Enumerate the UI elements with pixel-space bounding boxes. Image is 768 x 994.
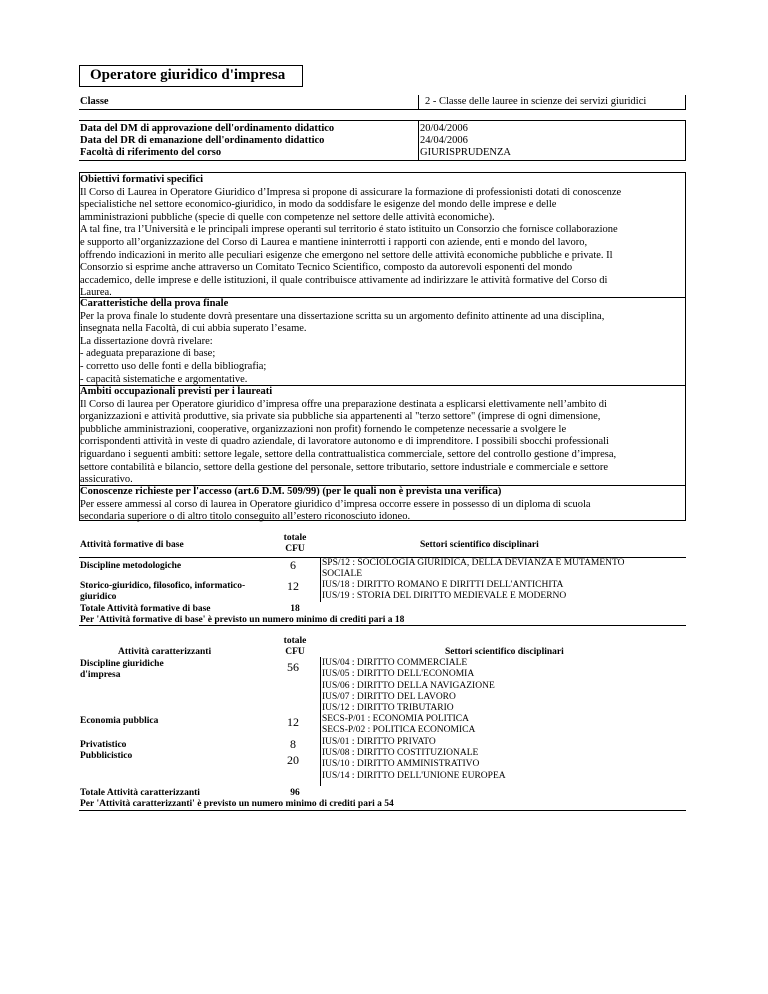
caratt-row-label: Pubblicistico: [80, 751, 133, 761]
faculty-value: GIURISPRUDENZA: [420, 147, 512, 158]
dr-date-value: 24/04/2006: [420, 135, 468, 146]
caratt-row-label: Economia pubblica: [80, 716, 159, 726]
faculty-label: Facoltà di riferimento del corso: [80, 147, 222, 158]
section-heading: Conoscenze richieste per l'accesso (art.6 D.M. 509/99) (per le quali non è prevista una verifica): [80, 486, 502, 497]
caratt-total-label: Totale Attività caratterizzanti: [80, 788, 200, 798]
section-ambiti: Ambiti occupazionali previsti per i laureati Il Corso di laurea per Operatore giuridico d’impresa offre una preparazione destinata a esplicarsi elettivamente nell’ambito di organizzazioni e attività produttive, sia private sia pubbliche sia appartenenti al "terzo settore" (imprese di ogni dimensione, pubbliche amministrazioni, cooperative, organizzazioni non profit) fornendo le competenze necessarie a svolgere le corrispondenti attività in veste di quadro aziendale, di lavoratore autonomo e di imprenditore. I possibili sbocchi professionali riguardano i seguenti ambiti: settore legale, settore della contrattualistica commerciale, settore del controllo gestione d’impresa, settore contabilità e bilancio, settore della gestione del personale, settore tributario, settore industriale e commerciale e settore assicurativo.: [80, 386, 684, 487]
caratt-row-ssd: IUS/04 : DIRITTO COMMERCIALE IUS/05 : DIRITTO DELL'ECONOMIA IUS/06 : DIRITTO DELLA NAVIGAZIONE IUS/07 : DIRITTO DEL LAVORO IUS/12 : DIRITTO TRIBUTARIO: [322, 658, 495, 714]
base-min-note: Per 'Attività formative di base' è previsto un numero minimo di crediti pari a 18: [80, 615, 405, 625]
base-total-value: 18: [290, 604, 300, 614]
section-heading: Ambiti occupazionali previsti per i laureati: [80, 386, 273, 397]
base-row-label: Storico-giuridico, filosofico, informatico- giuridico: [80, 581, 246, 603]
base-row-ssd: IUS/18 : DIRITTO ROMANO E DIRITTI DELL'ANTICHITA IUS/19 : STORIA DEL DIRITTO MEDIEVALE E MODERNO: [322, 580, 567, 602]
section-conoscenze: Conoscenze richieste per l'accesso (art.6 D.M. 509/99) (per le quali non è prevista una verifica) Per essere ammessi al corso di laurea in Operatore giuridico d’impresa occorre essere in possesso di un diploma di scuola secondaria superiore o di altro titolo conseguito all’estero riconosciuto idoneo.: [80, 486, 684, 524]
base-row-ssd: SPS/12 : SOCIOLOGIA GIURIDICA, DELLA DEVIANZA E MUTAMENTO SOCIALE: [322, 558, 625, 580]
base-row-cfu: 6: [290, 558, 296, 572]
section-heading: Caratteristiche della prova finale: [80, 298, 229, 309]
caratt-row-label: Discipline giuridiche d'impresa: [80, 659, 164, 681]
caratt-col-cfu: totale CFU: [283, 636, 307, 657]
section-heading: Obiettivi formativi specifici: [80, 174, 204, 185]
dr-date-label: Data del DR di emanazione dell'ordinamento didattico: [80, 135, 325, 146]
caratt-row-cfu: 12: [287, 715, 299, 729]
classe-value: 2 - Classe delle lauree in scienze dei servizi giuridici: [425, 96, 647, 107]
caratt-col-ssd: Settori scientifico disciplinari: [445, 647, 564, 657]
page-title: Operatore giuridico d'impresa: [79, 65, 303, 87]
caratt-row-label: Privatistico: [80, 740, 127, 750]
base-total-label: Totale Attività formative di base: [80, 604, 211, 614]
caratt-total-value: 96: [290, 788, 300, 798]
caratt-row-cfu: 56: [287, 660, 299, 674]
caratt-col-activity: Attività caratterizzanti: [118, 647, 212, 657]
caratt-row-ssd: SECS-P/01 : ECONOMIA POLITICA SECS-P/02 : POLITICA ECONOMICA: [322, 714, 476, 736]
caratt-row-cfu: 20: [287, 753, 299, 767]
dm-date-value: 20/04/2006: [420, 123, 468, 134]
caratt-row-ssd: IUS/08 : DIRITTO COSTITUZIONALE IUS/10 : DIRITTO AMMINISTRATIVO IUS/14 : DIRITTO DELL'UNIONE EUROPEA: [322, 748, 506, 781]
base-col-cfu: totale CFU: [283, 533, 307, 554]
base-col-activity: Attività formative di base: [80, 540, 184, 550]
caratt-row-cfu: 8: [290, 737, 296, 751]
base-col-ssd: Settori scientifico disciplinari: [420, 540, 539, 550]
section-obiettivi: Obiettivi formativi specifici Il Corso di Laurea in Operatore Giuridico d’Impresa si propone di assicurare la formazione di professionisti dotati di conoscenze specialistiche nel settore economico-giuridico, in modo da soddisfare le esigenze del mondo delle imprese e delle amministrazioni pubbliche (specie di quelle con competenze nel settore delle attività economiche). A tal fine, tra l’Università e le principali imprese operanti sul territorio é stato istituito un Consorzio che fornisce collaborazione e supporto all’organizzazione del Corso di Laurea e mantiene ininterrotti i rapporti con aziende, enti e mondo del lavoro, offrendo indicazioni in merito alle peculiari esigenze che emergono nel settore delle attività economiche pubbliche e private. Il Consorzio si esprime anche attraverso un Comitato Tecnico Scientifico, composto da autorevoli esponenti del mondo accademico, delle imprese e delle istituzioni, il quale contribuisce attivamente ad indirizzare le attività formative del Corso di Laurea.: [80, 174, 684, 300]
section-prova-finale: Caratteristiche della prova finale Per la prova finale lo studente dovrà presentare una dissertazione scritta su un argomento definito attinente ad una disciplina, insegnata nella Facoltà, di cui abbia superato l’esame. La dissertazione dovrà rivelare: - adeguata preparazione di base; - corretto uso delle fonti e della bibliografia; - capacità sistematiche e argomentative.: [80, 298, 684, 386]
classe-label: Classe: [80, 96, 109, 107]
base-row-cfu: 12: [287, 579, 299, 593]
caratt-row-ssd: IUS/01 : DIRITTO PRIVATO: [322, 737, 436, 747]
base-row-label: Discipline metodologiche: [80, 561, 182, 571]
dm-date-label: Data del DM di approvazione dell'ordinamento didattico: [80, 123, 335, 134]
caratt-min-note: Per 'Attività caratterizzanti' è previsto un numero minimo di crediti pari a 54: [80, 799, 394, 809]
